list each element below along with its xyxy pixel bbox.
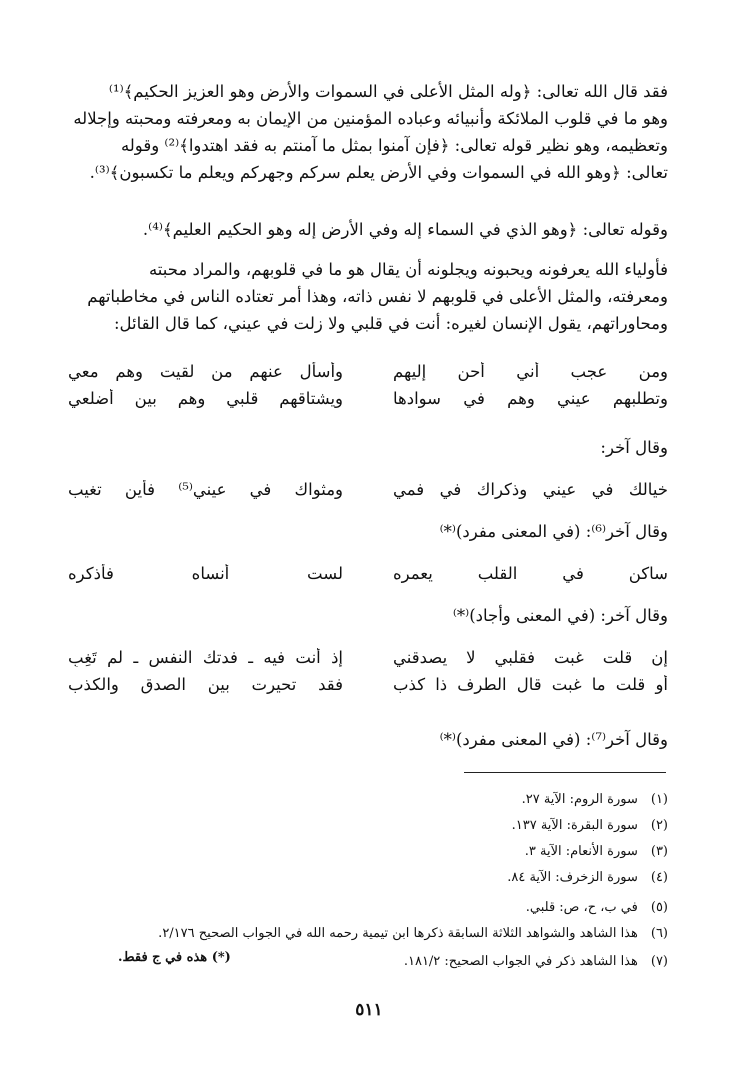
verse-first-hemistich: ومن عجب أني أحن إليهم (393, 362, 668, 381)
poem-intro: وقال آخر: (600, 438, 668, 457)
text-line: تعالى: ﴿وهو الله في السموات وفي الأرض يعلم سركم وجهركم ويعلم ما تكسبون﴾⁽³⁾. (89, 163, 668, 182)
verse-second-hemistich: وأسأل عنهم من لقيت وهم معي (68, 362, 343, 381)
footnote-number: (٢) (650, 818, 668, 833)
poem-intro: وقال آخر: (في المعنى وأجاد)⁽*⁾ (452, 606, 668, 625)
text-line: وقوله تعالى: ﴿وهو الذي في السماء إله وفي الأرض إله وهو الحكيم العليم﴾⁽⁴⁾. (142, 220, 668, 239)
paragraph-2 (68, 216, 668, 243)
footnote-text: في ب، ح، ص: قلبي. (525, 900, 638, 915)
text-line: ومحاوراتهم، يقول الإنسان لغيره: أنت في قلبي ولا زلت في عيني، كما قال القائل: (113, 314, 668, 333)
verse-second-hemistich: ومثواك في عيني⁽⁵⁾ فأين تغيب (68, 480, 343, 499)
footnote-number: (١) (650, 792, 668, 807)
footnote-text: سورة الزخرف: الآية ٨٤. (507, 870, 638, 885)
verse-row (68, 362, 668, 389)
verse-second-hemistich: ويشتاقهم قلبي وهم بين أضلعي (68, 389, 343, 408)
poem-2 (68, 480, 668, 507)
footnote-7 (404, 954, 668, 969)
footnote-text: سورة الروم: الآية ٢٧. (521, 792, 638, 807)
poem-intro: وقال آخر⁽⁷⁾: (في المعنى مفرد)⁽*⁾ (439, 730, 668, 749)
verse-first-hemistich: إن قلت غبت فقلبي لا يصدقني (393, 648, 668, 667)
footnote-number: (٣) (650, 844, 668, 859)
poem-intro: وقال آخر⁽⁶⁾: (في المعنى مفرد)⁽*⁾ (439, 522, 668, 541)
footnote-6 (158, 926, 668, 941)
poem-3 (68, 564, 668, 591)
footnote-4 (507, 870, 668, 885)
footnote-text: هذا الشاهد والشواهد الثلاثة السابقة ذكرها ابن تيمية رحمه الله في الجواب الصحيح ٢/١٧٦. (158, 926, 638, 941)
footnote-number: (٦) (650, 926, 668, 941)
footnote-2 (512, 818, 668, 833)
text-line: فأولياء الله يعرفونه ويحبونه ويجلونه أن يقال هو ما في قلوبهم، والمراد محبته (148, 260, 668, 279)
paragraph-1 (68, 78, 668, 186)
footnote-1 (522, 792, 668, 807)
verse-row (68, 564, 668, 591)
verse-second-hemistich: لست أنساه فأذكره (68, 564, 343, 583)
footnote-divider (464, 772, 666, 773)
verse-row (68, 480, 668, 507)
footnote-number: (٤) (650, 870, 668, 885)
verse-first-hemistich: ساكن في القلب يعمره (393, 564, 668, 583)
footnote-text: سورة البقرة: الآية ١٣٧. (511, 818, 638, 833)
verse-first-hemistich: خيالك في عيني وذكراك في فمي (393, 480, 668, 499)
verse-row (68, 389, 668, 416)
footnote-asterisk-note: (*) هذه في ج فقط. (118, 950, 231, 965)
verse-first-hemistich: أو قلت ما غبت قال الطرف ذا كذب (393, 675, 668, 694)
paragraph-3 (68, 256, 668, 337)
verse-first-hemistich: وتطلبهم عيني وهم في سوادها (393, 389, 668, 408)
footnote-text: هذا الشاهد ذكر في الجواب الصحيح: ١٨١/٢. (403, 954, 638, 969)
footnote-5 (526, 900, 668, 915)
poem-1 (68, 362, 668, 416)
verse-second-hemistich: فقد تحيرت بين الصدق والكذب (68, 675, 343, 694)
text-line: فقد قال الله تعالى: ﴿وله المثل الأعلى في السموات والأرض وهو العزيز الحكيم﴾⁽¹⁾ (108, 82, 668, 101)
verse-second-hemistich: إذ أنت فيه ـ فدتك النفس ـ لم تَغِبِ (68, 648, 343, 667)
verse-row (68, 648, 668, 675)
page-number: ٥١١ (355, 1000, 383, 1020)
footnote-number: (٧) (650, 954, 668, 969)
text-line: وهو ما في قلوب الملائكة وأنبيائه وعباده المؤمنين من الإيمان به ومعرفته ومحبته وإجلاله (73, 109, 668, 128)
text-line: وتعظيمه، وهو نظير قوله تعالى: ﴿فإن آمنوا بمثل ما آمنتم به فقد اهتدوا﴾⁽²⁾ وقوله (120, 136, 668, 155)
footnote-number: (٥) (650, 900, 668, 915)
poem-4 (68, 648, 668, 702)
footnote-text: سورة الأنعام: الآية ٣. (524, 844, 638, 859)
text-line: ومعرفته، والمثل الأعلى في قلوبهم لا نفس ذاته، وهذا أمر تعتاده الناس في مخاطباتهم (87, 287, 668, 306)
verse-row (68, 675, 668, 702)
footnote-3 (525, 844, 668, 859)
